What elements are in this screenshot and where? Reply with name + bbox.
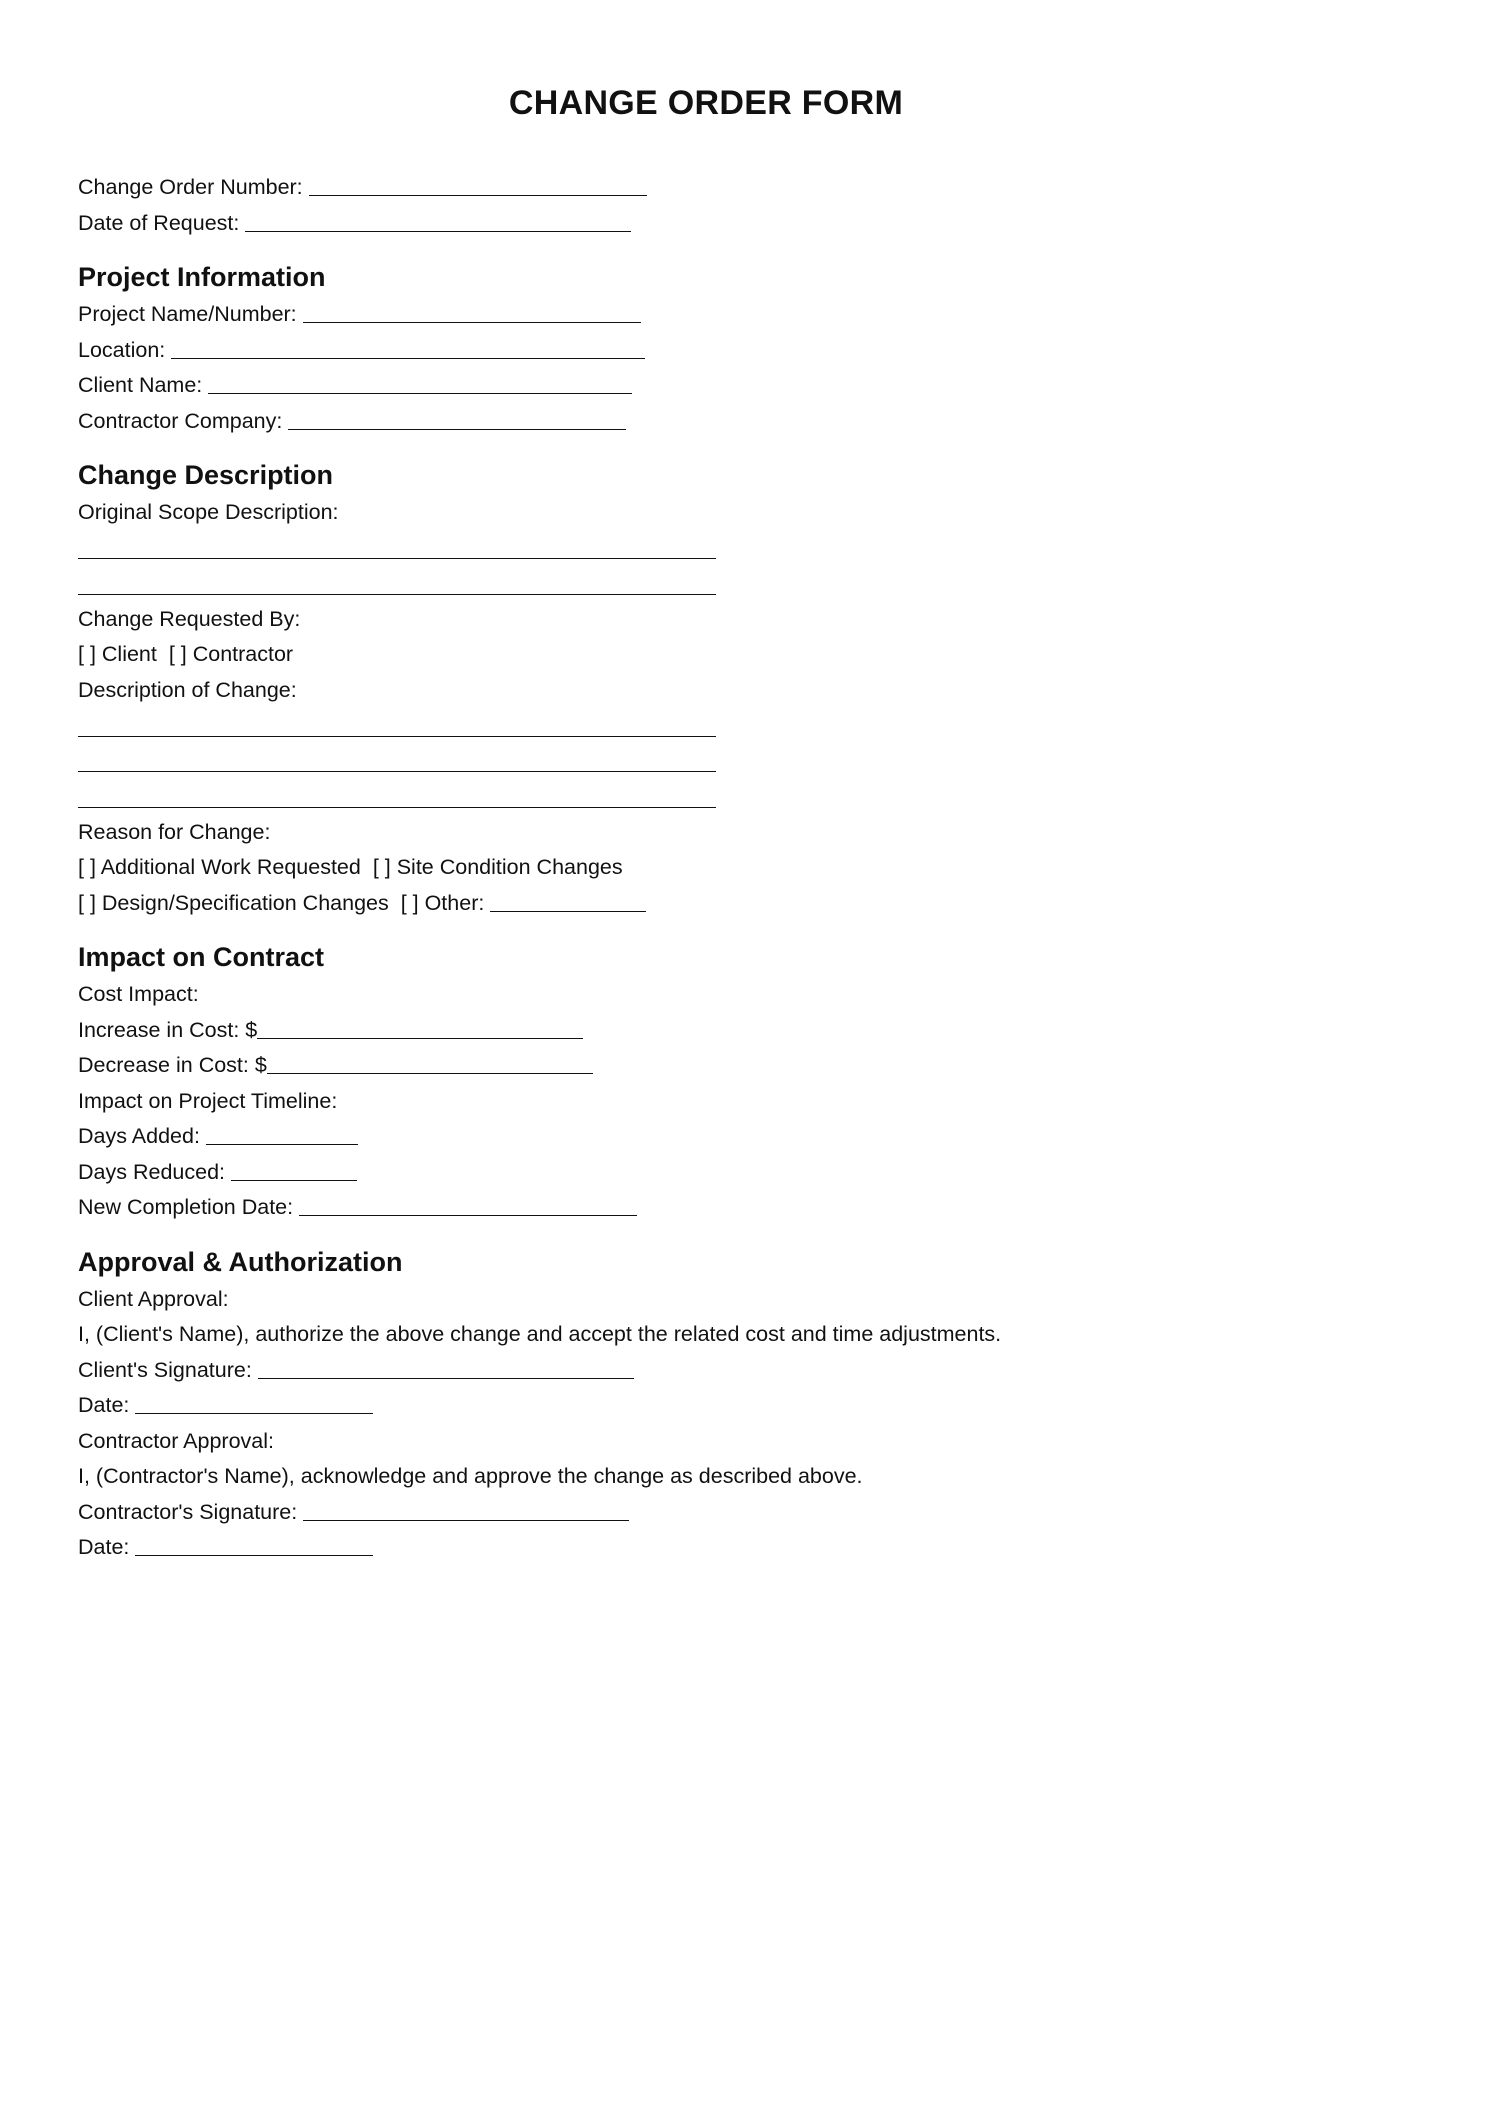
new-completion-date-field[interactable]	[299, 1195, 637, 1216]
approval-heading: Approval & Authorization	[78, 1246, 403, 1277]
project-name-label: Project Name/Number:	[78, 302, 297, 326]
client-statement: I, (Client's Name), authorize the above change and accept the related cost and time adjustments.	[78, 1322, 1002, 1346]
location-row	[78, 333, 1408, 369]
impact-on-contract-heading: Impact on Contract	[78, 942, 325, 972]
original-scope-line-2[interactable]	[78, 566, 1408, 602]
client-date-field[interactable]	[135, 1393, 373, 1414]
reason-design-spec-checkbox[interactable]: [ ] Design/Specification Changes	[78, 890, 389, 915]
decrease-in-cost-row	[78, 1048, 1408, 1084]
days-reduced-field[interactable]	[231, 1160, 357, 1181]
reason-other-checkbox[interactable]: [ ] Other:	[400, 890, 485, 915]
days-added-row	[78, 1119, 1408, 1155]
description-line-1[interactable]	[78, 708, 1408, 744]
description-line-3[interactable]	[78, 779, 1408, 815]
contractor-date-row	[78, 1530, 1408, 1566]
contractor-date-label: Date:	[78, 1535, 130, 1559]
date-of-request-field[interactable]	[245, 211, 631, 232]
requested-by-options	[78, 637, 1408, 673]
form-content	[78, 170, 1408, 1566]
days-reduced-label: Days Reduced:	[78, 1159, 225, 1184]
requested-by-contractor-checkbox[interactable]: [ ] Contractor	[168, 642, 294, 666]
client-signature-field[interactable]	[258, 1358, 634, 1379]
client-approval-label: Client Approval:	[78, 1286, 229, 1311]
page-title: CHANGE ORDER FORM	[508, 84, 904, 122]
contractor-approval-label: Contractor Approval:	[78, 1428, 274, 1453]
increase-in-cost-field[interactable]	[257, 1018, 583, 1039]
description-of-change-label: Description of Change:	[78, 677, 297, 702]
original-scope-line-1[interactable]	[78, 531, 1408, 567]
client-date-label: Date:	[78, 1393, 130, 1417]
description-line-2[interactable]	[78, 744, 1408, 780]
change-order-number-row	[78, 170, 1408, 206]
days-added-field[interactable]	[206, 1124, 358, 1145]
new-completion-date-label: New Completion Date:	[78, 1195, 294, 1219]
client-signature-row	[78, 1353, 1408, 1389]
contractor-company-field[interactable]	[288, 409, 626, 430]
new-completion-date-row	[78, 1190, 1408, 1226]
client-name-field[interactable]	[208, 373, 632, 394]
reason-for-change-label: Reason for Change:	[78, 819, 271, 844]
client-name-row	[78, 368, 1408, 404]
project-name-row	[78, 297, 1408, 333]
project-information-heading: Project Information	[78, 262, 326, 292]
contractor-date-field[interactable]	[135, 1535, 373, 1556]
date-of-request-label: Date of Request:	[78, 210, 240, 235]
reason-other-field[interactable]	[490, 891, 646, 912]
change-requested-by-label: Change Requested By:	[78, 606, 301, 631]
days-added-label: Days Added:	[78, 1124, 200, 1148]
contractor-statement: I, (Contractor's Name), acknowledge and approve the change as described above.	[78, 1464, 863, 1488]
decrease-in-cost-label: Decrease in Cost: $	[78, 1053, 267, 1077]
date-of-request-row	[78, 206, 1408, 242]
contractor-company-label: Contractor Company:	[78, 408, 283, 433]
reason-site-condition-checkbox[interactable]: [ ] Site Condition Changes	[372, 855, 623, 879]
contractor-signature-field[interactable]	[303, 1500, 629, 1521]
increase-in-cost-row	[78, 1013, 1408, 1049]
change-order-number-label: Change Order Number:	[78, 175, 303, 199]
increase-in-cost-label: Increase in Cost: $	[78, 1017, 258, 1042]
contractor-signature-row	[78, 1495, 1408, 1531]
reason-options-row-1	[78, 850, 1408, 886]
change-description-heading: Change Description	[78, 460, 334, 490]
project-name-field[interactable]	[303, 302, 641, 323]
client-signature-label: Client's Signature:	[78, 1357, 252, 1382]
reason-options-row-2	[78, 886, 1408, 922]
reason-additional-work-checkbox[interactable]: [ ] Additional Work Requested	[78, 855, 361, 879]
days-reduced-row	[78, 1155, 1408, 1191]
timeline-impact-label: Impact on Project Timeline:	[78, 1088, 338, 1113]
client-date-row	[78, 1388, 1408, 1424]
location-label: Location:	[78, 337, 166, 362]
location-field[interactable]	[171, 338, 645, 359]
requested-by-client-checkbox[interactable]: [ ] Client	[78, 642, 157, 666]
cost-impact-label: Cost Impact:	[78, 982, 199, 1006]
original-scope-label: Original Scope Description:	[78, 500, 339, 524]
contractor-company-row	[78, 404, 1408, 440]
decrease-in-cost-field[interactable]	[267, 1053, 593, 1074]
client-name-label: Client Name:	[78, 373, 203, 397]
change-order-number-field[interactable]	[309, 175, 647, 196]
contractor-signature-label: Contractor's Signature:	[78, 1499, 298, 1524]
